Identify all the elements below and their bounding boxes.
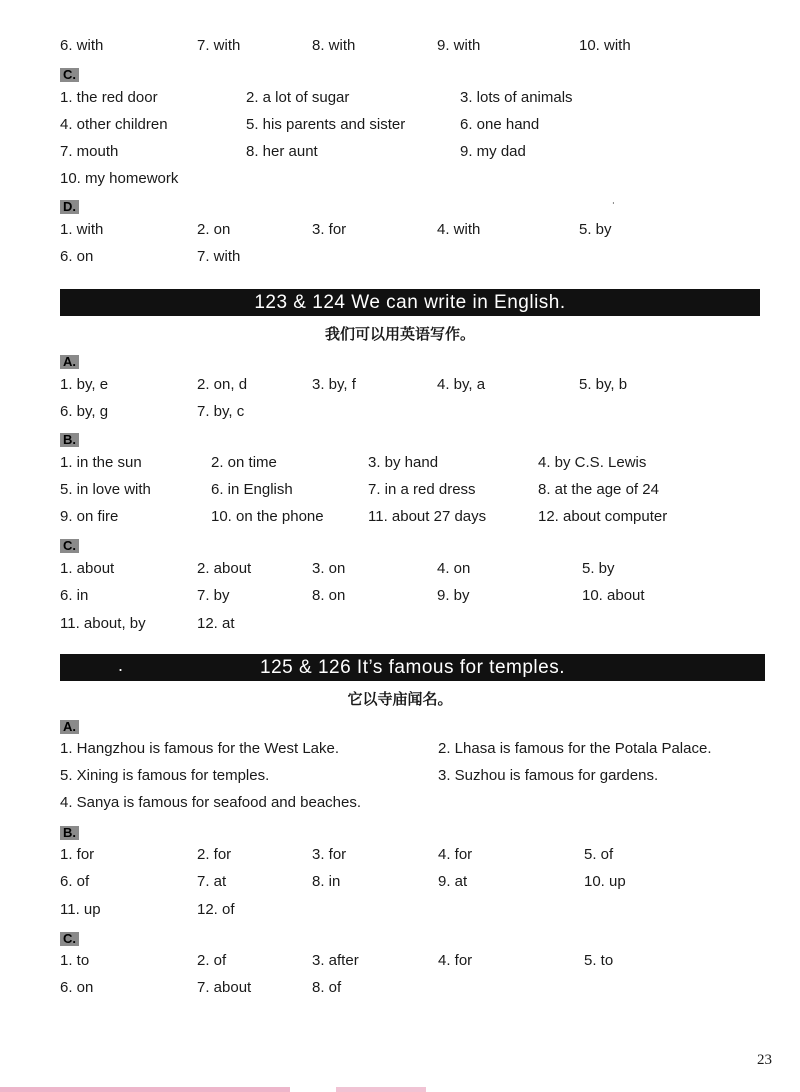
section-label-c: C. bbox=[60, 68, 79, 82]
answer-sentence: 3. Suzhou is famous for gardens. bbox=[438, 767, 659, 784]
answer-item: 2. on, d bbox=[197, 376, 248, 393]
section-label-c: C. bbox=[60, 932, 79, 946]
answer-sentence: 5. Xining is famous for temples. bbox=[60, 767, 270, 784]
answer-item: 1. with bbox=[60, 221, 104, 238]
answer-item: 6. one hand bbox=[460, 116, 540, 133]
answer-item: 4. by, a bbox=[437, 376, 486, 393]
section-label-a: A. bbox=[60, 720, 79, 734]
section-label-b: B. bbox=[60, 433, 79, 447]
answer-item: 3. after bbox=[312, 952, 359, 969]
answer-item: 10. on the phone bbox=[211, 508, 324, 525]
page-edge-decoration bbox=[336, 1087, 426, 1092]
answer-item: 4. other children bbox=[60, 116, 168, 133]
answer-item: 11. about 27 days bbox=[368, 508, 487, 525]
answer-item: 8. in bbox=[312, 873, 341, 890]
answer-item: 5. of bbox=[584, 846, 614, 863]
answer-item: 6. in bbox=[60, 587, 89, 604]
answer-item: 6. in English bbox=[211, 481, 293, 498]
answer-item: 5. by bbox=[582, 560, 615, 577]
answer-item: 4. with bbox=[437, 221, 481, 238]
answer-item: 7. about bbox=[197, 979, 252, 996]
answer-item: 4. for bbox=[438, 846, 473, 863]
unit-title-bar bbox=[60, 654, 765, 681]
answer-item: 7. mouth bbox=[60, 143, 119, 160]
answer-item: 5. in love with bbox=[60, 481, 151, 498]
answer-item: 5. by, b bbox=[579, 376, 628, 393]
bar-dot: . bbox=[118, 655, 124, 675]
answer-item: 8. her aunt bbox=[246, 143, 318, 160]
page-edge-decoration bbox=[0, 1087, 290, 1092]
answer-item: 2. on time bbox=[211, 454, 277, 471]
section-label-d: D. bbox=[60, 200, 79, 214]
answer-item: 5. by bbox=[579, 221, 612, 238]
answer-item: 7. by, c bbox=[197, 403, 245, 420]
answer-item: 6. with bbox=[60, 37, 104, 54]
answer-item: 4. by C.S. Lewis bbox=[538, 454, 647, 471]
section-label-b: B. bbox=[60, 826, 79, 840]
answer-item: 1. to bbox=[60, 952, 90, 969]
answer-item: 3. for bbox=[312, 846, 347, 863]
answer-item: 1. by, e bbox=[60, 376, 109, 393]
answer-sentence: 4. Sanya is famous for seafood and beaches. bbox=[60, 794, 362, 811]
answer-item: 8. with bbox=[312, 37, 356, 54]
answer-item: 4. on bbox=[437, 560, 471, 577]
answer-item: 11. up bbox=[60, 901, 101, 918]
page-number: 23 bbox=[757, 1052, 772, 1068]
answer-item: 1. about bbox=[60, 560, 115, 577]
answer-item: 2. of bbox=[197, 952, 227, 969]
answer-item: 2. on bbox=[197, 221, 231, 238]
answer-item: 3. for bbox=[312, 221, 347, 238]
answer-item: 6. of bbox=[60, 873, 90, 890]
answer-item: 1. in the sun bbox=[60, 454, 142, 471]
answer-item: 7. at bbox=[197, 873, 227, 890]
answer-item: 8. on bbox=[312, 587, 346, 604]
answer-item: 9. my dad bbox=[460, 143, 526, 160]
answer-item: 6. on bbox=[60, 979, 94, 996]
answer-item: 6. on bbox=[60, 248, 94, 265]
answer-item: 9. with bbox=[437, 37, 481, 54]
section-label-a: A. bbox=[60, 355, 79, 369]
answer-item: 8. of bbox=[312, 979, 342, 996]
answer-item: 5. his parents and sister bbox=[246, 116, 406, 133]
answer-item: 9. by bbox=[437, 587, 470, 604]
answer-item: 1. the red door bbox=[60, 89, 158, 106]
answer-item: 10. with bbox=[579, 37, 631, 54]
stray-mark: ˙ bbox=[612, 200, 616, 214]
answer-item: 2. about bbox=[197, 560, 252, 577]
answer-item: 10. up bbox=[584, 873, 626, 890]
unit-title: 123 & 124 We can write in English. bbox=[254, 292, 566, 313]
answer-item: 5. to bbox=[584, 952, 614, 969]
answer-item: 12. of bbox=[197, 901, 235, 918]
answer-item: 3. by, f bbox=[312, 376, 356, 393]
answer-item: 11. about, by bbox=[60, 615, 146, 632]
answer-item: 10. about bbox=[582, 587, 645, 604]
unit-subtitle: 它以寺庙闻名。 bbox=[347, 691, 453, 708]
unit-subtitle: 我们可以用英语写作。 bbox=[324, 326, 475, 343]
answer-item: 3. by hand bbox=[368, 454, 439, 471]
answer-item: 7. in a red dress bbox=[368, 481, 476, 498]
unit-title-bar bbox=[60, 289, 760, 316]
answer-item: 2. a lot of sugar bbox=[246, 89, 350, 106]
answer-item: 3. on bbox=[312, 560, 346, 577]
answer-item: 10. my homework bbox=[60, 170, 179, 187]
unit-title: 125 & 126 It’s famous for temples. bbox=[260, 657, 565, 678]
answer-item: 1. for bbox=[60, 846, 95, 863]
answer-item: 12. at bbox=[197, 615, 235, 632]
answer-item: 7. with bbox=[197, 37, 241, 54]
answer-item: 7. with bbox=[197, 248, 241, 265]
answer-item: 9. on fire bbox=[60, 508, 119, 525]
answer-item: 2. for bbox=[197, 846, 232, 863]
answer-sentence: 2. Lhasa is famous for the Potala Palace. bbox=[438, 740, 712, 757]
section-label-c: C. bbox=[60, 539, 79, 553]
answer-item: 3. lots of animals bbox=[460, 89, 573, 106]
answer-item: 6. by, g bbox=[60, 403, 109, 420]
answer-item: 4. for bbox=[438, 952, 473, 969]
answer-sentence: 1. Hangzhou is famous for the West Lake. bbox=[60, 740, 340, 757]
answer-item: 12. about computer bbox=[538, 508, 668, 525]
answer-item: 7. by bbox=[197, 587, 230, 604]
answer-item: 8. at the age of 24 bbox=[538, 481, 659, 498]
answer-item: 9. at bbox=[438, 873, 468, 890]
